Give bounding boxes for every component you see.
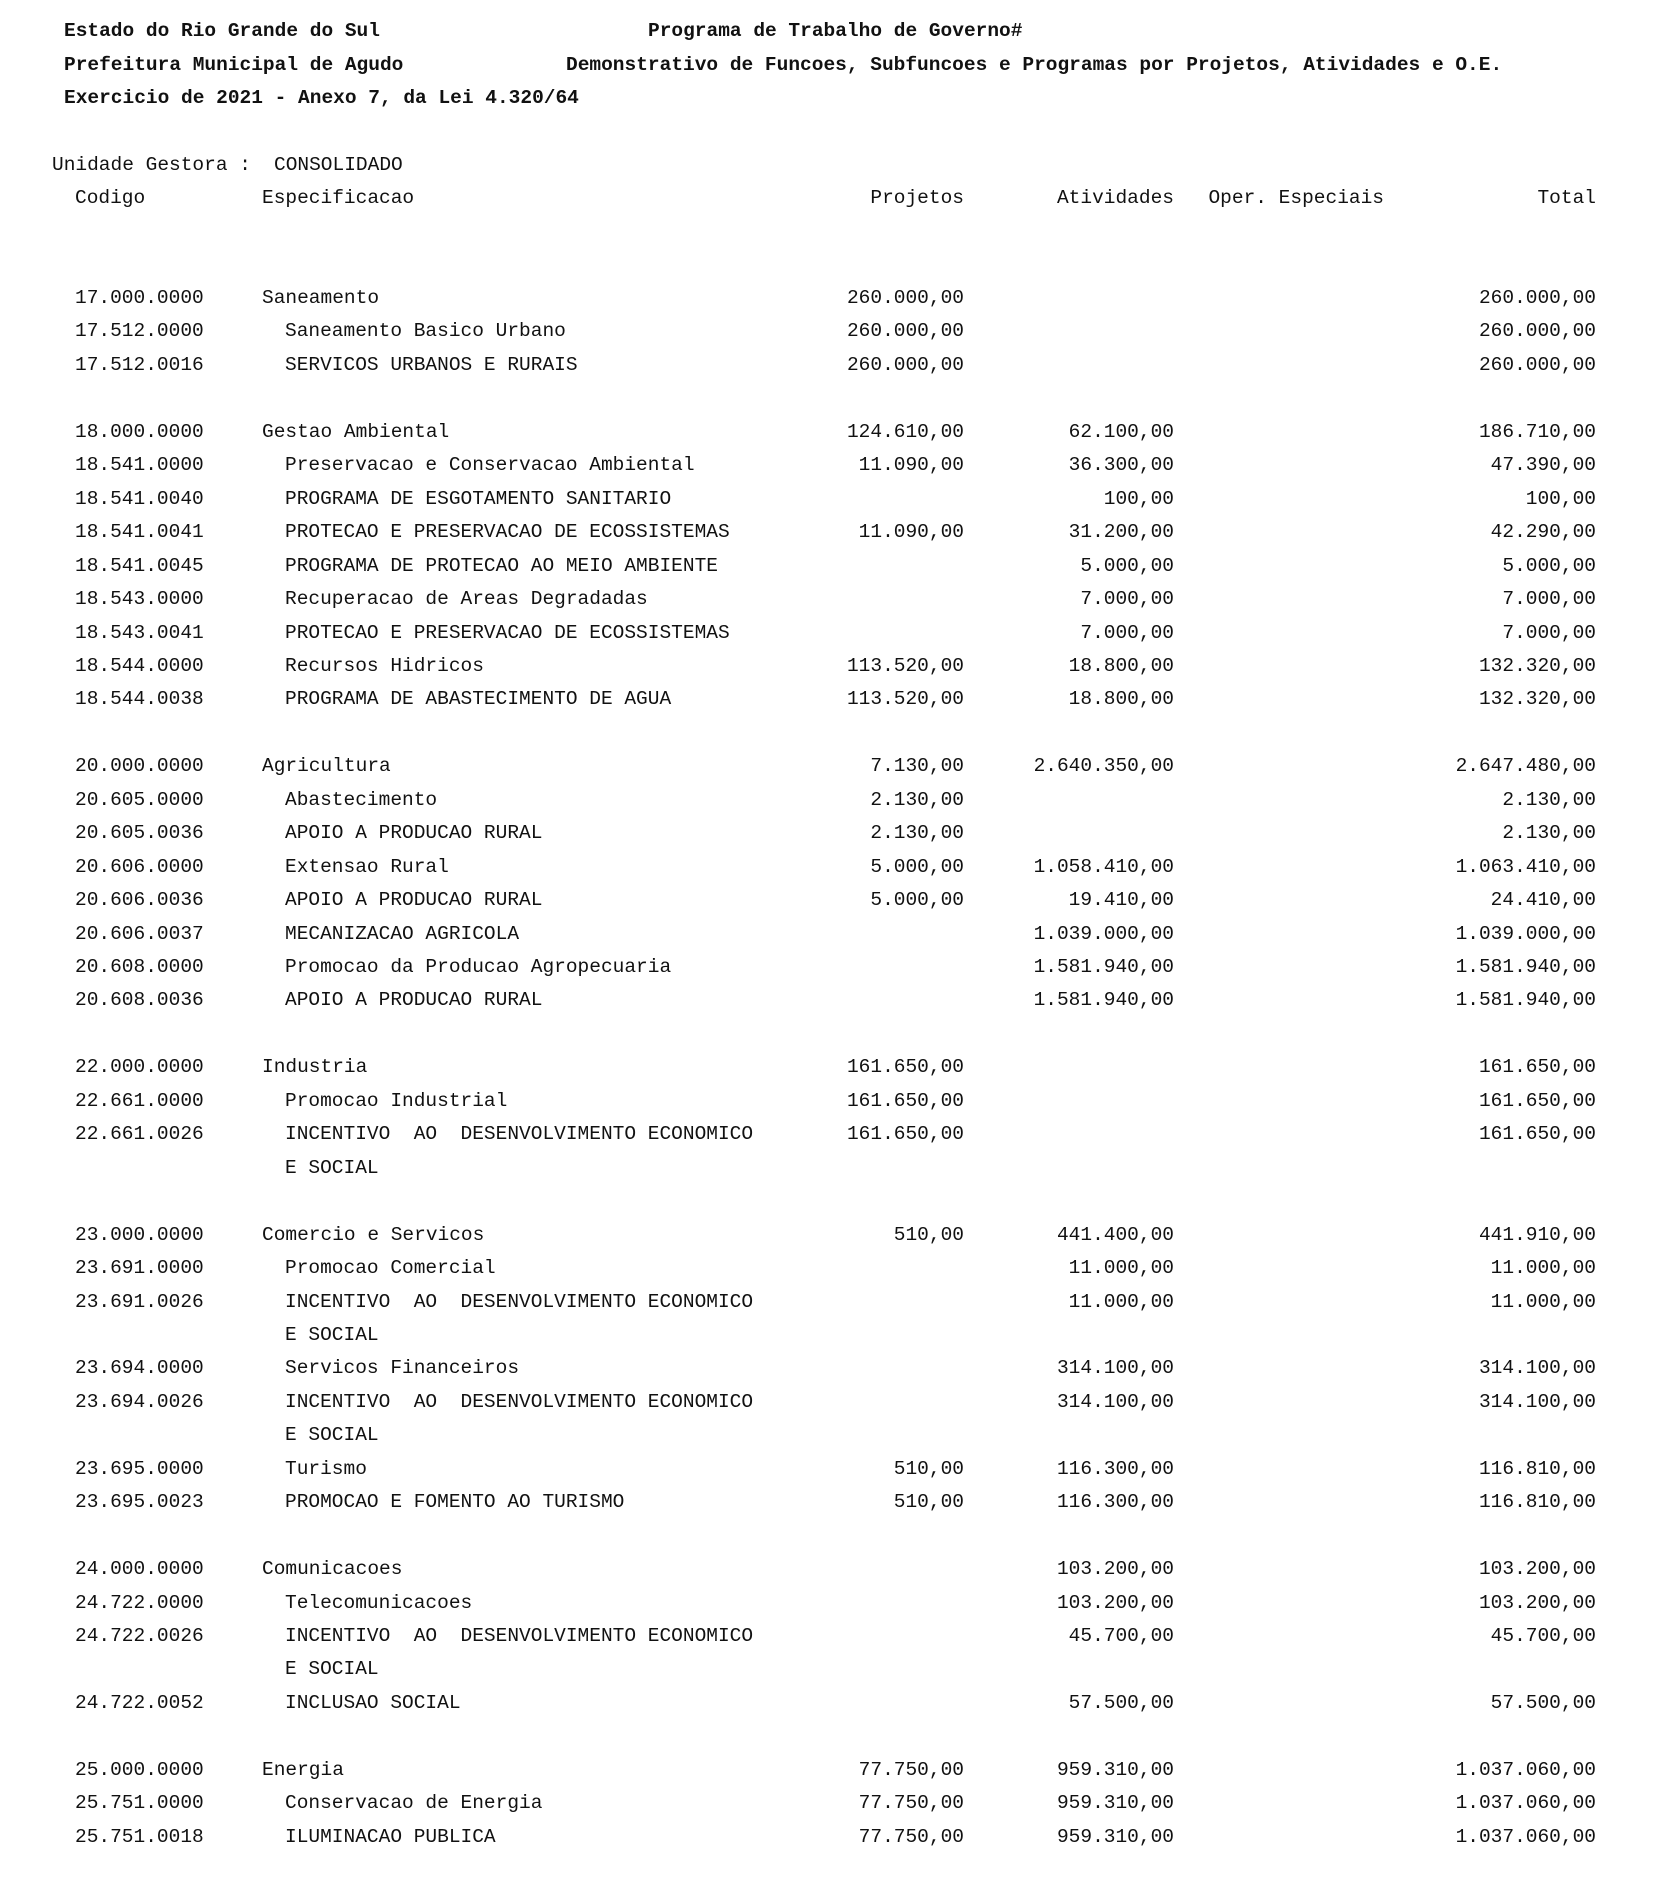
row-specification: INCENTIVO AO DESENVOLVIMENTO ECONOMICO	[285, 1290, 754, 1313]
row-total: 103.200,00	[1478, 1558, 1596, 1581]
row-atividades: 19.410,00	[1068, 889, 1174, 912]
row-atividades: 314.100,00	[1056, 1390, 1174, 1413]
row-projetos: 161.650,00	[846, 1089, 964, 1112]
row-code: 25.751.0018	[75, 1825, 204, 1848]
row-atividades: 103.200,00	[1056, 1558, 1174, 1581]
row-specification: Recuperacao de Areas Degradadas	[285, 588, 648, 611]
header-municipality: Prefeitura Municipal de Agudo	[64, 54, 404, 76]
header-report-title: Demonstrativo de Funcoes, Subfuncoes e Programas por Projetos, Atividades e O.E.	[566, 54, 1503, 76]
row-code: 22.661.0000	[75, 1089, 204, 1112]
row-projetos: 510,00	[893, 1491, 964, 1514]
row-code: 17.512.0016	[75, 353, 204, 376]
row-specification: PROTECAO E PRESERVACAO DE ECOSSISTEMAS	[285, 621, 730, 644]
row-code: 25.751.0000	[75, 1792, 204, 1815]
table-row	[0, 1794, 1654, 1824]
table-row	[0, 1089, 1654, 1122]
row-projetos: 5.000,00	[870, 889, 964, 912]
row-code: 17.000.0000	[75, 287, 204, 309]
table-row	[0, 1758, 1654, 1791]
row-total: 2.130,00	[1502, 822, 1596, 845]
row-total: 132.320,00	[1478, 654, 1596, 677]
row-total: 132.320,00	[1478, 688, 1596, 711]
row-total: 24.410,00	[1490, 889, 1596, 912]
row-atividades: 31.200,00	[1068, 521, 1174, 544]
row-specification: INCENTIVO AO DESENVOLVIMENTO ECONOMICO	[285, 1390, 754, 1413]
row-atividades: 11.000,00	[1068, 1290, 1174, 1313]
row-specification: Servicos Financeiros	[285, 1357, 520, 1380]
table-row	[0, 1156, 1654, 1189]
row-code: 20.606.0000	[75, 855, 204, 878]
row-total: 11.000,00	[1490, 1257, 1596, 1280]
table-row	[0, 590, 1654, 620]
table-row	[0, 487, 1654, 520]
row-specification: PROTECAO E PRESERVACAO DE ECOSSISTEMAS	[285, 521, 730, 544]
row-code: 18.541.0040	[75, 487, 204, 510]
row-projetos: 2.130,00	[870, 788, 964, 811]
row-total: 314.100,00	[1478, 1357, 1596, 1380]
row-code: 22.000.0000	[75, 1056, 204, 1079]
table-row	[0, 958, 1654, 988]
row-code: 20.608.0000	[75, 956, 204, 978]
row-specification: Conservacao de Energia	[285, 1792, 543, 1815]
row-projetos: 260.000,00	[846, 287, 964, 309]
row-code: 20.606.0036	[75, 889, 204, 912]
header-state: Estado do Rio Grande do Sul	[64, 20, 380, 42]
row-specification: Telecomunicacoes	[285, 1591, 473, 1614]
row-code: 23.000.0000	[75, 1223, 204, 1246]
table-row	[0, 1426, 1654, 1456]
row-code: 18.541.0000	[75, 454, 204, 477]
row-total: 1.581.940,00	[1455, 956, 1596, 978]
row-code: 18.544.0000	[75, 654, 204, 677]
col-header-especificacao: Especificacao	[262, 187, 415, 209]
row-total: 47.390,00	[1490, 454, 1596, 477]
table-row	[0, 1825, 1654, 1858]
row-specification: MECANIZACAO AGRICOLA	[285, 922, 520, 945]
row-atividades: 7.000,00	[1080, 588, 1174, 611]
row-projetos: 510,00	[893, 1223, 964, 1246]
row-specification: SERVICOS URBANOS E RURAIS	[285, 353, 578, 376]
row-total: 100,00	[1525, 487, 1596, 510]
table-row	[0, 1359, 1654, 1389]
row-projetos: 11.090,00	[858, 454, 964, 477]
table-row	[0, 690, 1654, 720]
row-total: 260.000,00	[1478, 287, 1596, 309]
col-header-total: Total	[1537, 187, 1596, 209]
row-code: 24.722.0026	[75, 1625, 204, 1647]
row-total: 260.000,00	[1478, 353, 1596, 376]
row-specification: Recursos Hidricos	[285, 654, 484, 677]
row-atividades: 116.300,00	[1056, 1457, 1174, 1480]
row-atividades: 441.400,00	[1056, 1223, 1174, 1246]
row-specification: APOIO A PRODUCAO RURAL	[285, 889, 543, 912]
row-specification: INCENTIVO AO DESENVOLVIMENTO ECONOMICO	[285, 1625, 754, 1647]
row-code: 18.543.0041	[75, 621, 204, 644]
row-specification: INCENTIVO AO DESENVOLVIMENTO ECONOMICO	[285, 1123, 754, 1146]
row-atividades: 57.500,00	[1068, 1691, 1174, 1714]
table-row	[0, 353, 1654, 386]
table-row	[0, 523, 1654, 553]
row-specification: INCLUSAO SOCIAL	[285, 1691, 461, 1714]
table-row	[0, 1457, 1654, 1490]
row-specification: E SOCIAL	[285, 1658, 379, 1681]
col-header-atividades: Atividades	[1056, 187, 1174, 209]
row-code: 20.605.0036	[75, 822, 204, 845]
row-total: 116.810,00	[1478, 1491, 1596, 1514]
row-total: 1.037.060,00	[1455, 1825, 1596, 1848]
table-row	[0, 1691, 1654, 1724]
row-specification: E SOCIAL	[285, 1156, 379, 1179]
row-atividades: 116.300,00	[1056, 1491, 1174, 1514]
row-atividades: 1.581.940,00	[1033, 956, 1174, 978]
row-specification: Comercio e Servicos	[262, 1223, 485, 1246]
row-total: 2.647.480,00	[1455, 755, 1596, 778]
row-total: 161.650,00	[1478, 1089, 1596, 1112]
row-projetos: 77.750,00	[858, 1825, 964, 1848]
row-specification: Energia	[262, 1758, 344, 1781]
row-atividades: 18.800,00	[1068, 688, 1174, 711]
row-code: 18.544.0038	[75, 688, 204, 711]
row-total: 186.710,00	[1478, 420, 1596, 443]
row-code: 23.691.0000	[75, 1257, 204, 1280]
row-total: 2.130,00	[1502, 788, 1596, 811]
row-atividades: 5.000,00	[1080, 554, 1174, 577]
row-specification: PROGRAMA DE ABASTECIMENTO DE AGUA	[285, 688, 672, 711]
row-code: 18.000.0000	[75, 420, 204, 443]
table-row	[0, 289, 1654, 319]
row-atividades: 959.310,00	[1056, 1792, 1174, 1815]
row-atividades: 7.000,00	[1080, 621, 1174, 644]
table-row	[0, 1323, 1654, 1356]
row-code: 23.694.0026	[75, 1390, 204, 1413]
row-code: 18.541.0041	[75, 521, 204, 544]
row-code: 20.000.0000	[75, 755, 204, 778]
row-total: 1.063.410,00	[1455, 855, 1596, 878]
row-specification: APOIO A PRODUCAO RURAL	[285, 822, 543, 845]
row-total: 7.000,00	[1502, 588, 1596, 611]
row-projetos: 124.610,00	[846, 420, 964, 443]
table-row	[0, 824, 1654, 854]
row-specification: APOIO A PRODUCAO RURAL	[285, 989, 543, 1012]
row-specification: PROMOCAO E FOMENTO AO TURISMO	[285, 1491, 625, 1514]
row-code: 22.661.0026	[75, 1123, 204, 1146]
row-projetos: 11.090,00	[858, 521, 964, 544]
row-projetos: 77.750,00	[858, 1792, 964, 1815]
row-atividades: 959.310,00	[1056, 1825, 1174, 1848]
table-row	[0, 1125, 1654, 1155]
row-atividades: 2.640.350,00	[1033, 755, 1174, 778]
row-atividades: 1.039.000,00	[1033, 922, 1174, 945]
row-specification: Saneamento	[262, 287, 380, 309]
row-total: 45.700,00	[1490, 1625, 1596, 1647]
row-total: 11.000,00	[1490, 1290, 1596, 1313]
table-row	[0, 420, 1654, 453]
row-code: 23.691.0026	[75, 1290, 204, 1313]
row-total: 260.000,00	[1478, 320, 1596, 343]
row-specification: PROGRAMA DE ESGOTAMENTO SANITARIO	[285, 487, 672, 510]
row-specification: Promocao da Producao Agropecuaria	[285, 956, 672, 978]
table-row	[0, 1660, 1654, 1690]
table-row	[0, 855, 1654, 888]
table-row	[0, 1560, 1654, 1590]
row-specification: Comunicacoes	[262, 1558, 403, 1581]
row-total: 103.200,00	[1478, 1591, 1596, 1614]
row-specification: Abastecimento	[285, 788, 438, 811]
row-atividades: 18.800,00	[1068, 654, 1174, 677]
row-code: 25.000.0000	[75, 1758, 204, 1781]
row-code: 20.605.0000	[75, 788, 204, 811]
row-code: 23.695.0000	[75, 1457, 204, 1480]
col-header-codigo: Codigo	[75, 187, 146, 209]
row-total: 42.290,00	[1490, 521, 1596, 544]
row-total: 116.810,00	[1478, 1457, 1596, 1480]
row-code: 17.512.0000	[75, 320, 204, 343]
row-projetos: 5.000,00	[870, 855, 964, 878]
row-specification: Saneamento Basico Urbano	[285, 320, 566, 343]
row-specification: E SOCIAL	[285, 1424, 379, 1447]
table-row	[0, 788, 1654, 821]
row-projetos: 161.650,00	[846, 1123, 964, 1146]
row-atividades: 959.310,00	[1056, 1758, 1174, 1781]
row-code: 24.000.0000	[75, 1558, 204, 1581]
row-projetos: 2.130,00	[870, 822, 964, 845]
row-projetos: 113.520,00	[846, 688, 964, 711]
row-total: 314.100,00	[1478, 1390, 1596, 1413]
table-row	[0, 1591, 1654, 1624]
row-projetos: 260.000,00	[846, 353, 964, 376]
row-projetos: 7.130,00	[870, 755, 964, 778]
row-specification: Preservacao e Conservacao Ambiental	[285, 454, 695, 477]
row-code: 23.695.0023	[75, 1491, 204, 1514]
table-row	[0, 1290, 1654, 1323]
col-header-oper-especiais: Oper. Especiais	[1208, 187, 1384, 209]
row-projetos: 260.000,00	[846, 320, 964, 343]
row-atividades: 1.581.940,00	[1033, 989, 1174, 1012]
row-specification: PROGRAMA DE PROTECAO AO MEIO AMBIENTE	[285, 554, 718, 577]
table-row	[0, 456, 1654, 486]
table-row	[0, 654, 1654, 687]
row-code: 24.722.0000	[75, 1591, 204, 1614]
row-specification: Gestao Ambiental	[262, 420, 450, 443]
row-atividades: 45.700,00	[1068, 1625, 1174, 1647]
table-row	[0, 891, 1654, 921]
row-atividades: 62.100,00	[1068, 420, 1174, 443]
row-total: 57.500,00	[1490, 1691, 1596, 1714]
row-projetos: 113.520,00	[846, 654, 964, 677]
row-specification: Promocao Industrial	[285, 1089, 508, 1112]
row-atividades: 100,00	[1103, 487, 1174, 510]
row-specification: Promocao Comercial	[285, 1257, 496, 1280]
table-row	[0, 757, 1654, 787]
row-specification: Turismo	[285, 1457, 367, 1480]
row-total: 1.037.060,00	[1455, 1758, 1596, 1781]
row-code: 18.541.0045	[75, 554, 204, 577]
table-row	[0, 1493, 1654, 1523]
row-total: 1.581.940,00	[1455, 989, 1596, 1012]
row-total: 161.650,00	[1478, 1056, 1596, 1079]
table-row	[0, 922, 1654, 955]
row-atividades: 11.000,00	[1068, 1257, 1174, 1280]
row-code: 18.543.0000	[75, 588, 204, 611]
row-total: 161.650,00	[1478, 1123, 1596, 1146]
row-total: 5.000,00	[1502, 554, 1596, 577]
row-total: 441.910,00	[1478, 1223, 1596, 1246]
table-row	[0, 1627, 1654, 1657]
row-projetos: 77.750,00	[858, 1758, 964, 1781]
header-program-title: Programa de Trabalho de Governo#	[648, 20, 1023, 42]
row-code: 23.694.0000	[75, 1357, 204, 1380]
row-atividades: 36.300,00	[1068, 454, 1174, 477]
table-row	[0, 554, 1654, 587]
row-projetos: 161.650,00	[846, 1056, 964, 1079]
row-projetos: 510,00	[893, 1457, 964, 1480]
table-row	[0, 1259, 1654, 1289]
row-specification: ILUMINACAO PUBLICA	[285, 1825, 496, 1848]
row-specification: Agricultura	[262, 755, 391, 778]
row-code: 20.606.0037	[75, 922, 204, 945]
col-header-projetos: Projetos	[870, 187, 964, 209]
table-row	[0, 322, 1654, 352]
row-atividades: 314.100,00	[1056, 1357, 1174, 1380]
table-row	[0, 1390, 1654, 1423]
unit-label: Unidade Gestora :	[52, 154, 251, 176]
unit-value: CONSOLIDADO	[274, 154, 403, 176]
row-total: 1.037.060,00	[1455, 1792, 1596, 1815]
row-specification: E SOCIAL	[285, 1323, 379, 1346]
row-atividades: 103.200,00	[1056, 1591, 1174, 1614]
row-specification: Extensao Rural	[285, 855, 449, 878]
row-atividades: 1.058.410,00	[1033, 855, 1174, 878]
row-code: 20.608.0036	[75, 989, 204, 1012]
row-total: 1.039.000,00	[1455, 922, 1596, 945]
row-code: 24.722.0052	[75, 1691, 204, 1714]
row-total: 7.000,00	[1502, 621, 1596, 644]
row-specification: Industria	[262, 1056, 368, 1079]
table-row	[0, 1058, 1654, 1088]
table-row	[0, 621, 1654, 654]
table-row	[0, 991, 1654, 1021]
header-exercise: Exercicio de 2021 - Anexo 7, da Lei 4.320/64	[64, 87, 579, 109]
table-row	[0, 1223, 1654, 1256]
